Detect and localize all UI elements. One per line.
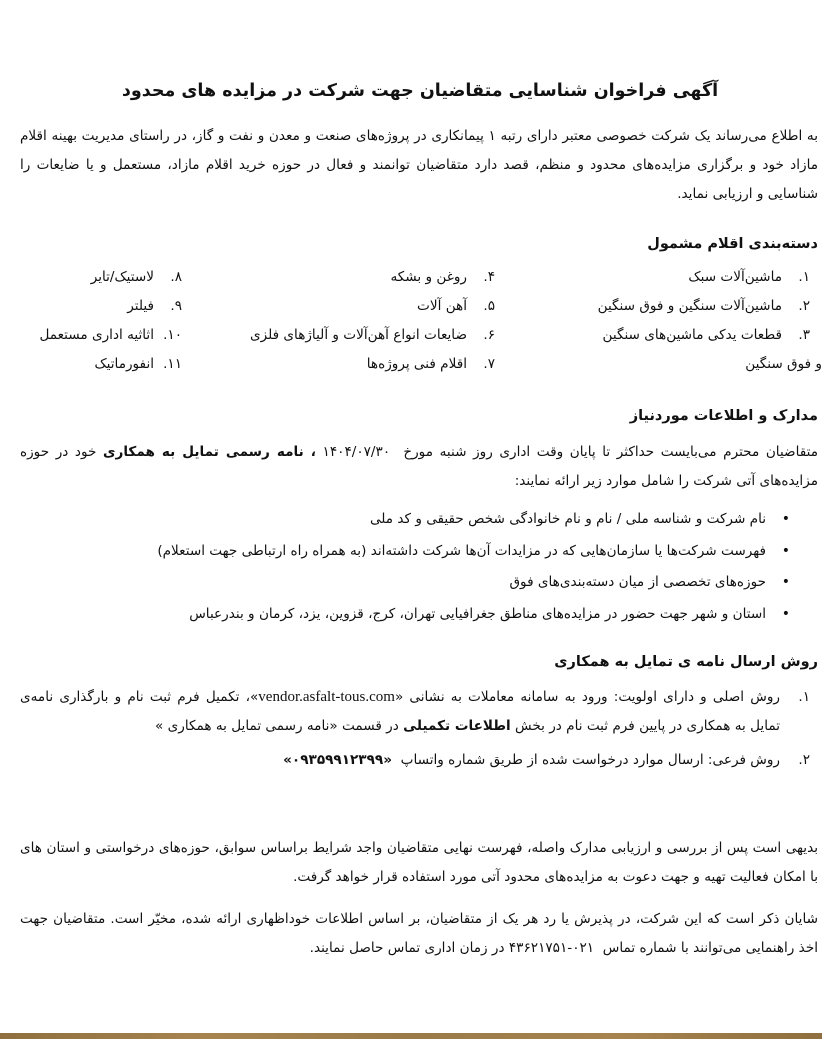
final-text-before: شایان ذکر است که این شرکت، در پذیرش یا رد هر یک از متقاضیان، بر اساس اطلاعات خوداظهاری ارائه شده، مخیّر است. متقاضیان جهت اخذ راهنمایی می‌توانند با شماره تماس: [20, 911, 818, 956]
whatsapp-number: «۰۹۳۵۹۹۱۲۳۹۹»: [283, 752, 392, 768]
category-item: [250, 321, 495, 350]
send-method-item: [20, 683, 810, 741]
item-number: ۵.: [483, 298, 495, 314]
category-item: [39, 350, 182, 379]
categories-column-2: [250, 263, 495, 379]
item-label: ماشین‌آلات سبک: [688, 269, 782, 285]
item-number: ۳.: [798, 327, 810, 343]
bullet-item: • نام شرکت و شناسه ملی / نام و نام خانوادگی شخص حقیقی و کد ملی: [157, 504, 790, 536]
documents-text-after: خود در حوزه مزایده‌های آتی شرکت را شامل موارد زیر ارائه نمایند:: [20, 444, 818, 489]
bullet-item: • حوزه‌های تخصصی از میان دسته‌بندی‌های فوق: [157, 567, 790, 599]
bullet-item: • فهرست شرکت‌ها یا سازمان‌هایی که در مزایدات آن‌ها شرکت داشته‌اند (به همراه راه ارتباطی جهت استعلام): [157, 536, 790, 568]
item-number: ۹.: [170, 298, 182, 314]
final-paragraph-2: [20, 905, 818, 963]
item-number: ۶.: [483, 327, 495, 343]
send-method-item: [20, 746, 810, 775]
category-item-continuation: و فوق سنگین: [745, 356, 822, 372]
category-item: [39, 292, 182, 321]
send-method-list: [20, 683, 810, 775]
item-number: ۱.: [798, 689, 810, 705]
item-number: ۱.: [798, 269, 810, 285]
send-method-text-1: روش فرعی: ارسال موارد درخواست شده از طریق شماره واتساپ: [400, 752, 780, 768]
category-item: [250, 263, 495, 292]
category-item: [39, 321, 182, 350]
intro-paragraph: به اطلاع می‌رساند یک شرکت خصوصی معتبر دارای رتبه ۱ پیمانکاری در پروژه‌های صنعت و معدن و نفت و گاز، در راستای مدیریت بهینه اقلام مازاد خود و برگزاری مزایده‌های محدود و منظم، قصد دارد متقاضیان توانمند و فعال در حوزه خرید اقلام مازاد، مستعمل و یا ضایعات را شناسایی و ارزیابی نماید.: [20, 128, 818, 202]
item-label: انفورماتیک: [94, 356, 154, 372]
item-label: اقلام فنی پروژه‌ها: [366, 356, 467, 372]
final-paragraph-1: بدیهی است پس از بررسی و ارزیابی مدارک واصله، فهرست نهایی متقاضیان واجد شرایط براساس سوابق، حوزه‌های درخواستی و استان های با امکان فعالیت تهیه و جهت دعوت به مزایده‌های محدود آتی مورد استفاده قرار خواهد گرفت.: [20, 840, 818, 885]
item-number: ۷.: [483, 356, 495, 372]
item-number: ۲.: [798, 298, 810, 314]
required-documents-list: [157, 504, 790, 630]
category-item: [598, 292, 810, 321]
item-number: ۲.: [798, 752, 810, 768]
item-label: ضایعات انواع آهن‌آلات و آلیاژهای فلزی: [249, 327, 467, 343]
send-method-text-1: روش اصلی و دارای اولویت: ورود به سامانه معاملات به نشانی «: [394, 689, 780, 705]
documents-heading: مدارک و اطلاعات موردنیاز: [629, 408, 818, 424]
item-label: قطعات یدکی ماشین‌های سنگین: [602, 327, 782, 343]
item-label: روغن و بشکه: [390, 269, 467, 285]
documents-text-bold: ، نامه رسمی تمایل به همکاری: [103, 444, 316, 460]
item-label: آهن آلات: [417, 298, 467, 314]
item-number: ۱۱.: [163, 356, 182, 372]
item-number: ۸.: [170, 269, 182, 285]
item-label: اثاثیه اداری مستعمل: [39, 327, 154, 343]
documents-text-before: متقاضیان محترم می‌بایست حداکثر تا پایان وقت اداری روز شنبه مورخ: [403, 444, 818, 460]
send-method-heading: روش ارسال نامه ی تمایل به همکاری: [554, 654, 818, 670]
announcement-title: آگهی فراخوان شناسایی متقاضیان جهت شرکت در مزایده های محدود: [121, 81, 719, 101]
contact-phone: ۰۲۱-۴۳۶۲۱۷۵۱: [508, 940, 595, 956]
documents-paragraph: [20, 438, 818, 496]
final-text-after: در زمان اداری تماس حاصل نمایند.: [309, 940, 505, 956]
categories-heading: دسته‌بندی اقلام مشمول: [647, 236, 818, 252]
bullet-item: • استان و شهر جهت حضور در مزایده‌های مناطق جغرافیایی تهران، کرج، قزوین، یزد، کرمان و بندرعباس: [157, 599, 790, 631]
categories-column-1: [597, 263, 822, 379]
category-item: [39, 263, 182, 292]
category-item: [598, 321, 810, 350]
item-label: لاستیک/تایر: [90, 269, 154, 285]
categories-column-3: [39, 263, 182, 379]
category-item: [250, 350, 495, 379]
category-item: [598, 263, 810, 292]
item-label: ماشین‌آلات سنگین و فوق سنگین: [597, 298, 782, 314]
send-method-bold: اطلاعات تکمیلی: [403, 718, 511, 734]
deadline-date: ۱۴۰۴/۰۷/۳۰: [322, 444, 391, 460]
item-number: ۱۰.: [163, 327, 182, 343]
send-method-text-2: »، تکمیل فرم ثبت نام و بارگذاری نامه‌ی تمایل به همکاری در پایین فرم ثبت نام در بخش: [20, 689, 780, 734]
vendor-url-link[interactable]: vendor.asfalt-tous.com: [258, 689, 395, 705]
item-number: ۴.: [483, 269, 495, 285]
footer-divider: [0, 1033, 822, 1039]
category-item: [250, 292, 495, 321]
item-label: فیلتر: [127, 298, 154, 314]
send-method-text-3: در قسمت «نامه رسمی تمایل به همکاری »: [155, 718, 399, 734]
